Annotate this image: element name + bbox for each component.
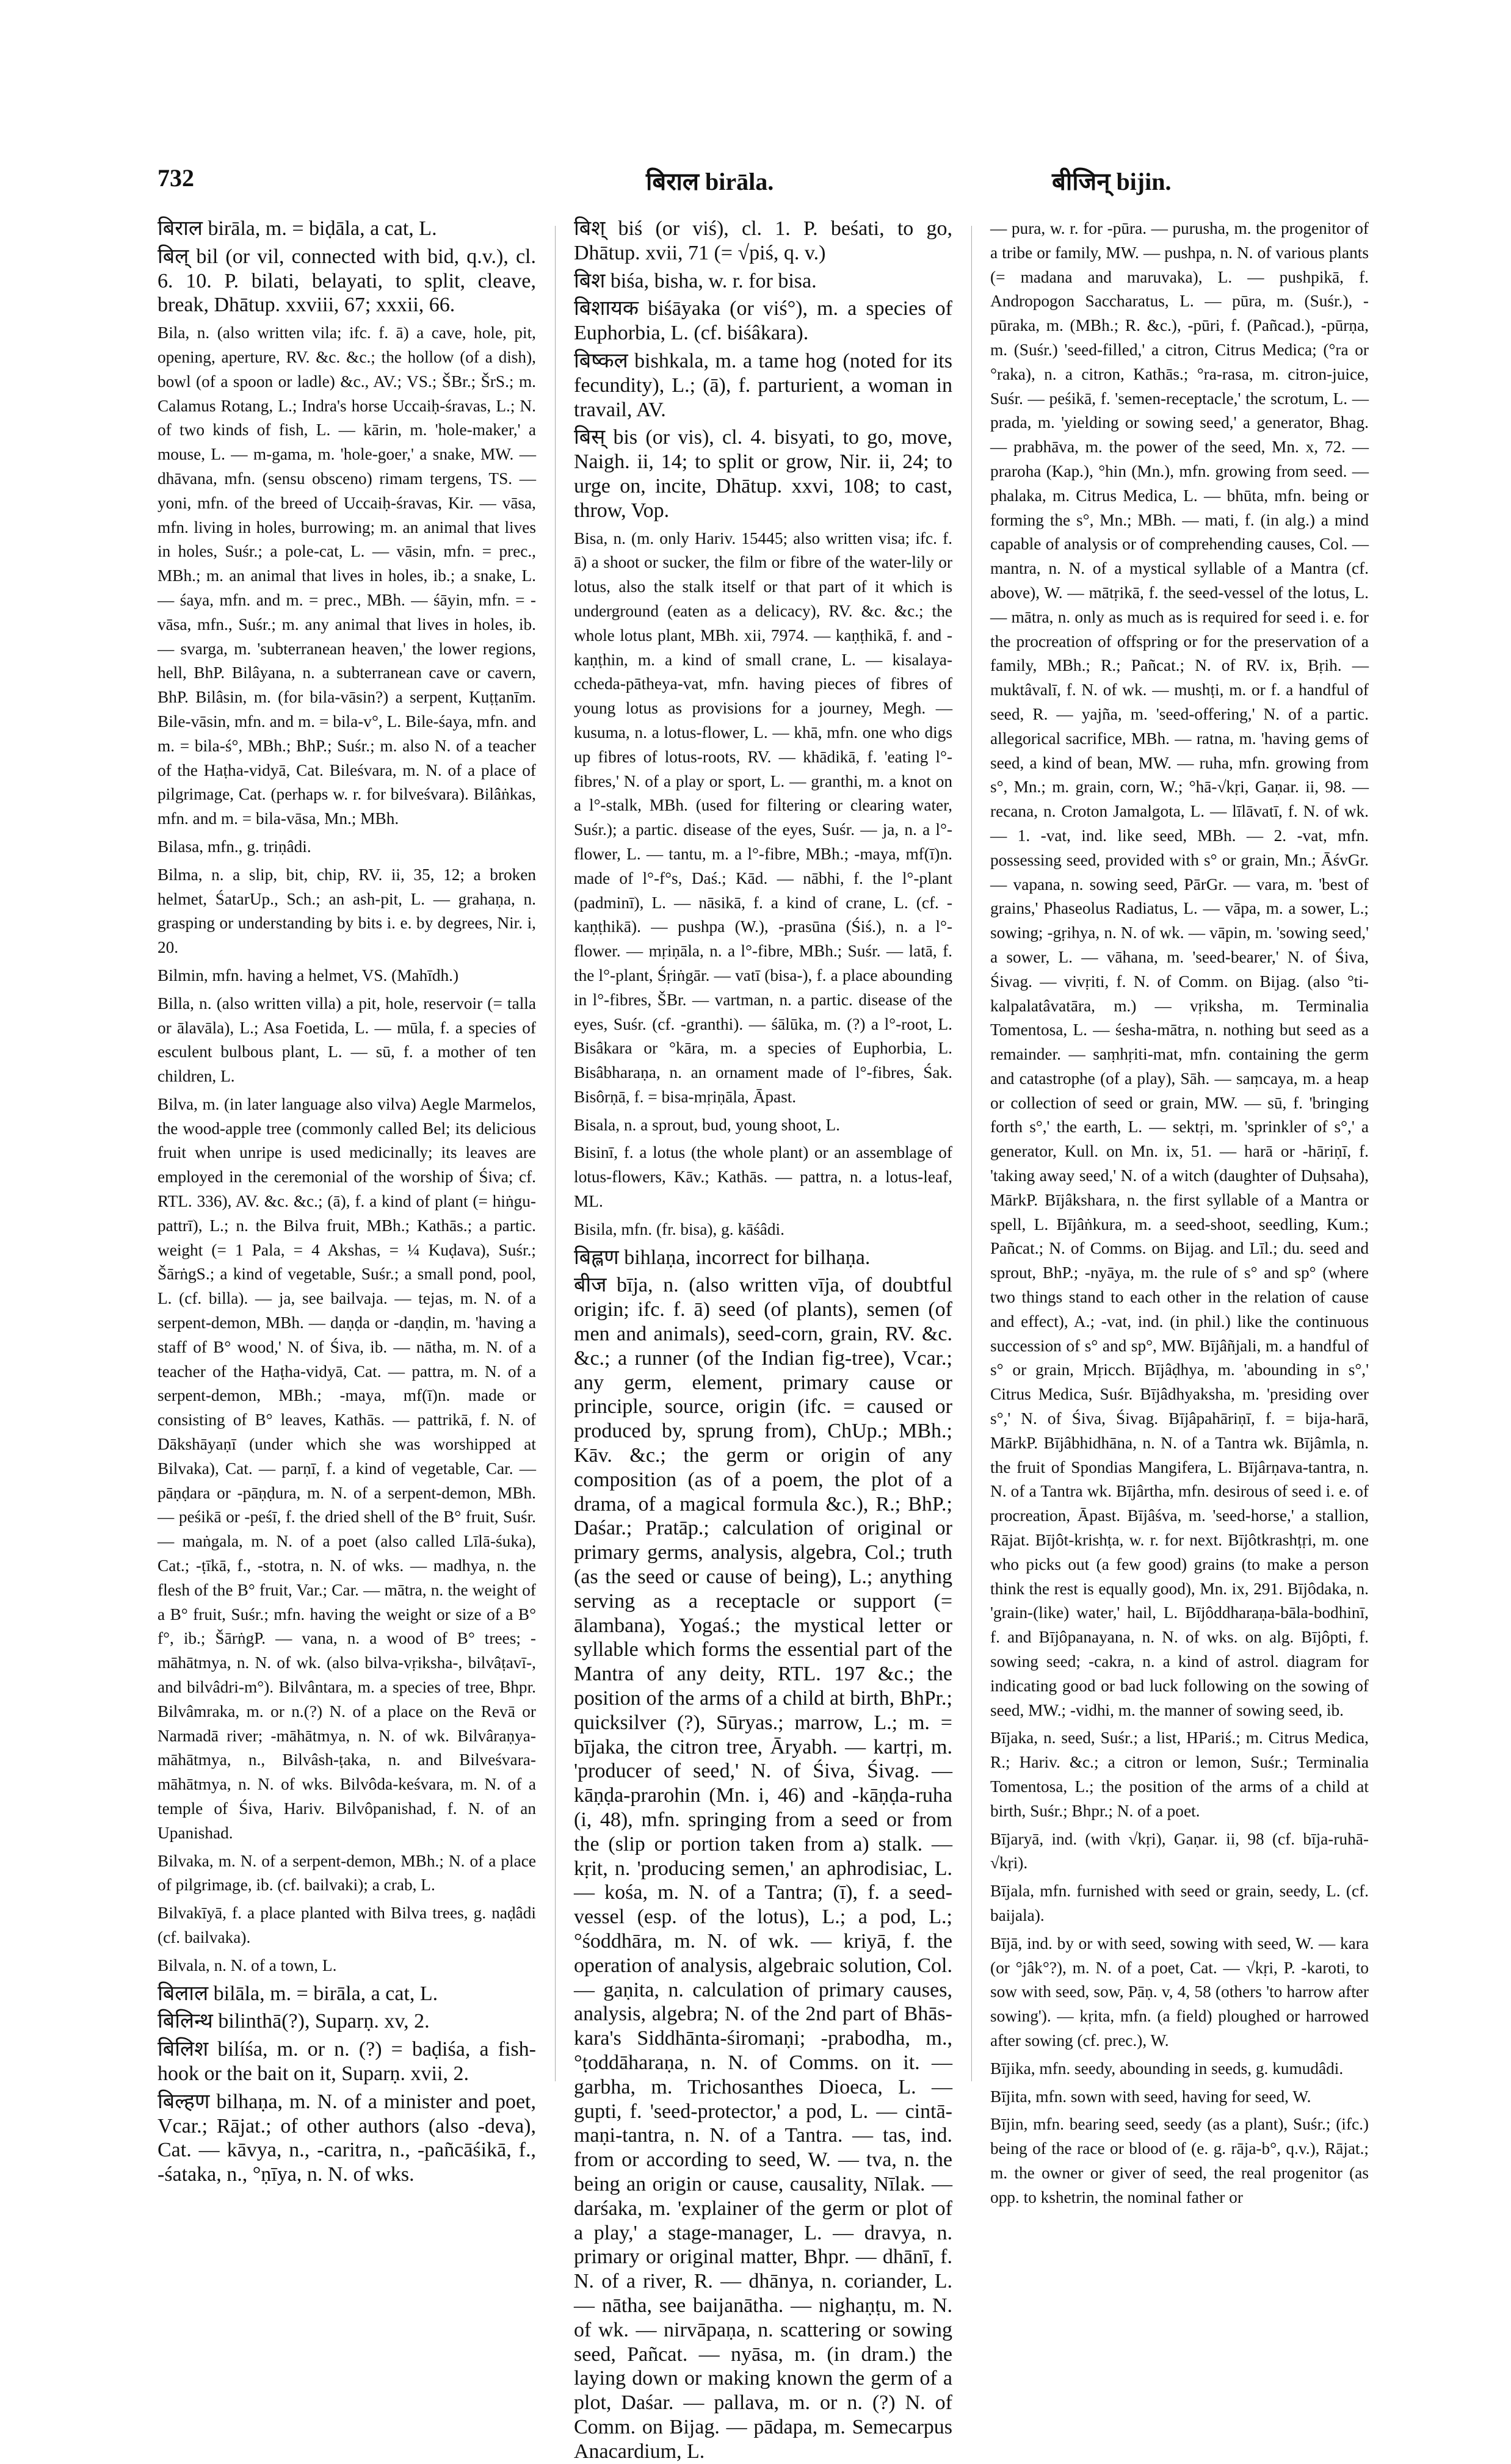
headword-entry: बिलिन्थ bilinthā(?), Suparṇ. xv, 2.	[158, 2010, 430, 2033]
sub-entry: Bījā, ind. by or with seed, sowing with seed, W. — kara (or °jâk°?), m. N. of a poet, Cat. — √kṛi, P. -karoti, to sow with seed, sow, Pāṇ. v, 4, 58 (others 'to harrow after sowing'). — kṛita, mfn. (a field) ploughed or harrowed after sowing (cf. prec.), W.	[990, 1934, 1369, 2050]
sub-entry: Bilma, n. a slip, bit, chip, RV. ii, 35, 12; a broken helmet, ŚatarUp., Sch.; an ash-pit, L. — grahaṇa, n. grasping or understanding by bits i. e. by degrees, Nir. i, 20.	[158, 865, 536, 957]
right-running-headword: बीजिन् bijin.	[1052, 168, 1172, 195]
sub-entry: Bilvakīyā, f. a place planted with Bilva trees, g. naḍâdi (cf. bailvaka).	[158, 1904, 536, 1946]
sub-entry: Bījin, mfn. bearing seed, seedy (as a plant), Suśr.; (ifc.) being of the race or blood of (e. g. rāja-b°, q.v.), Rājat.; m. the owner or giver of seed, the real progenitor (as opp. to kshetrin, the nominal father or	[990, 2115, 1369, 2206]
headword-entry: बीज bīja, n. (also written vīja, of doubtful origin; ifc. f. ā) seed (of plants), semen (of men and animals), seed-corn, grain, RV. &c. &c.; a runner (of the Indian fig-tree), Vcar.; any germ, element, primary cause or principle, source, origin (ifc. = caused or produced by, sprung from), ChUp.; MBh.; Kāv. &c.; the germ or origin of any composition (as of a poem, the plot of a drama, of a magical formula &c.), R.; BhP.; Daśar.; Pratāp.; calculation of original or primary germs, analysis, algebra, Col.; truth (as the seed or cause of being), L.; anything serving as a receptacle or support (= ālambana), Yogaś.; the mystical letter or syllable which forms the essential part of the Mantra of any deity, RTL. 197 &c.; the position of the arms of a child at birth, BhPr.; quicksilver (?), Sūryas.; marrow, L.; m. = bījaka, the citron tree, Āryabh. — kartṛi, m. 'producer of seed,' N. of Śiva, Śivag. — kāṇḍa-prarohin (Mn. i, 46) and -kāṇḍa-ruha (i, 48), mfn. springing from a seed or from the (slip or portion taken from a) stalk. — kṛit, n. 'producing semen,' an aphrodisiac, L. — kośa, m. N. of a Tantra; (ī), f. a seed-vessel (esp. of the lotus), L.; a pod, L.; °śoddhāra, m. N. of wk. — kriyā, f. the operation of analysis, algebraic solution, Col. — gaṇita, n. calculation of primary causes, analysis, algebra; N. of the 2nd part of Bhās-kara's Siddhānta-śiromaṇi; -prabodha, m., °ṭoddāharaṇa, n. N. of Comms. on it. — garbha, m. Trichosanthes Dioeca, L. — gupti, f. 'seed-protector,' a pod, L. — cintā-maṇi-tantra, n. N. of a Tantra. — tas, ind. from or according to seed, W. — tva, n. the being an origin or cause, causality, Nīlak. — darśaka, m. 'explainer of the germ or plot of a play,' a stage-manager, L. — dravya, n. primary or original matter, Bhpr. — dhānī, f. N. of a river, R. — dhānya, n. coriander, L. — nātha, see baijanātha. — nighaṇṭu, m. N. of wk. — nirvāpaṇa, n. scattering or sowing seed, Pañcat. — nyāsa, m. (in dram.) the laying down or making known the germ of a plot, Daśar. — pallava, m. or n. (?) N. of Comm. on Bijag. — pādapa, m. Semecarpus Anacardium, L.	[574, 1274, 952, 2463]
page-number: 732	[158, 164, 194, 192]
headword-entry: बिश biśa, bisha, w. r. for bisa.	[574, 269, 817, 292]
sub-entry: Bījita, mfn. sown with seed, having for seed, W.	[990, 2087, 1311, 2106]
sub-entry: Bījaryā, ind. (with √kṛi), Gaṇar. ii, 98 (cf. bīja-ruhā-√kṛi).	[990, 1829, 1369, 1873]
sub-entry: Bisa, n. (m. only Hariv. 15445; also written visa; ifc. f. ā) a shoot or sucker, the film or fibre of the water-lily or lotus, also the stalk itself or that part of it which is underground (eaten as a delicacy), RV. &c. &c.; the whole lotus plant, MBh. xii, 7974. — kaṇṭhikā, f. and -kaṇṭhin, m. a kind of small crane, L. — kisalaya-ccheda-pātheya-vat, mfn. having pieces of fibres of young lotus as provisions for a journey, Megh. — kusuma, n. a lotus-flower, L. — khā, mfn. one who digs up fibres of lotus-roots, RV. — khādikā, f. 'eating l°-fibres,' N. of a play or sport, L. — granthi, m. a knot on a l°-stalk, MBh. (used for filtering or clearing water, Suśr.); a partic. disease of the eyes, Suśr. — ja, n. a l°-flower, L. — tantu, m. a l°-fibre, MBh.; -maya, mf(ī)n. made of l°-f°s, Daś.; Kād. — nābhi, f. the l°-plant (padminī), L. — nāsikā, f. a kind of crane, L. (cf. -kaṇṭhikā). — pushpa (W.), -prasūna (Śiś.), n. a l°-flower. — mṛiṇāla, n. a l°-fibre, MBh.; Suśr. — latā, f. the l°-plant, Śṛiṅgār. — vatī (bisa-), f. a place abounding in l°-fibres, ŠBr. — vartman, n. a partic. disease of the eyes, Suśr. (cf. -granthi). — śālūka, m. (?) a l°-root, L. Bisâkara or °kāra, m. a species of Euphorbia, L. Bisâbharaṇa, n. an ornament made of l°-fibres, Śak. Bisôrṇā, f. = bisa-mṛiṇāla, Āpast.	[574, 529, 952, 1106]
sub-entry: Bisila, mfn. (fr. bisa), g. kāśâdi.	[574, 1219, 784, 1238]
headword-entry: बिश् biś (or viś), cl. 1. P. beśati, to go, Dhātup. xvii, 71 (= √piś, q. v.)	[574, 217, 952, 264]
sub-entry: Bila, n. (also written vila; ifc. f. ā) a cave, hole, pit, opening, aperture, RV. &c. &c.; the hollow (of a dish), bowl (of a spoon or ladle) &c., AV.; VS.; ŠBr.; ŠrS.; m. Calamus Rotang, L.; Indra's horse Uccaiḥ-śravas, L.; N. of two kinds of fish, L. — kārin, m. 'hole-maker,' a mouse, L. — m-gama, m. 'hole-goer,' a snake, MW. — dhāvana, mfn. (sensu obsceno) rimam tergens, TS. — yoni, mfn. of the breed of Uccaiḥ-śravas, Kir. — vāsa, mfn. living in holes, burrowing; m. an animal that lives in holes, Suśr.; a pole-cat, L. — vāsin, mfn. = prec., MBh.; m. an animal that lives in holes, ib.; a snake, L. — śaya, mfn. and m. = prec., MBh. — śāyin, mfn. = -vāsa, mfn., Suśr.; m. any animal that lives in holes, ib. — svarga, m. 'subterranean heaven,' the lower regions, hell, BhP. Bilâyana, n. a subterranean cave or cavern, BhP. Bilâsin, m. (for bila-vāsin?) a serpent, Kuṭṭanīm. Bile-vāsin, mfn. and m. = bila-v°, L. Bile-śaya, mfn. and m. = bila-ś°, MBh.; BhP.; Suśr.; m. also N. of a teacher of the Haṭha-vidyā, Cat. Bileśvara, m. N. of a place of pilgrimage, Cat. (perhaps w. r. for bilveśvara). Bilâṅkas, mfn. and m. = bila-vāsa, Mn.; MBh.	[158, 323, 536, 828]
sub-entry: Billa, n. (also written villa) a pit, hole, reservoir (= talla or ālavāla), L.; Asa Foetida, L. — mūla, f. a species of esculent bulbous plant, L. — sū, f. a mother of ten children, L.	[158, 994, 536, 1086]
sub-entry: Bilvaka, m. N. of a serpent-demon, MBh.; N. of a place of pilgrimage, ib. (cf. bailvaki); a crab, L.	[158, 1851, 536, 1895]
page-header	[158, 164, 1369, 200]
sub-entry: Bilvala, n. N. of a town, L.	[158, 1956, 337, 1974]
headword-entry: बिल् bil (or vil, connected with bid, q.v.), cl. 6. 10. P. bilati, belayati, to split, cleave, break, Dhātup. xxviii, 67; xxxii, 66.	[158, 245, 536, 317]
sub-entry: Bilasa, mfn., g. triṇâdi.	[158, 837, 311, 856]
sub-entry: Bilmin, mfn. having a helmet, VS. (Mahīdh.)	[158, 966, 459, 985]
column-1	[158, 217, 536, 2186]
headword-entry: बिशायक biśāyaka (or viś°), m. a species of Euphorbia, L. (cf. biśâkara).	[574, 297, 952, 345]
headword-entry: बिराल birāla, m. = biḍāla, a cat, L.	[158, 217, 437, 240]
headword-entry: बिलिश bilíśa, m. or n. (?) = baḍiśa, a fish-hook or the bait on it, Suparṇ. xvii, 2.	[158, 2038, 536, 2085]
sub-entry: Bisinī, f. a lotus (the whole plant) or an assemblage of lotus-flowers, Kāv.; Kathās. — pattra, n. a lotus-leaf, ML.	[574, 1143, 952, 1211]
left-running-headword: बिराल birāla.	[646, 168, 774, 195]
column-2	[574, 217, 952, 2463]
headword-entry: बिष्कल bishkala, m. a tame hog (noted for its fecundity), L.; (ā), f. parturient, a woman in travail, AV.	[574, 349, 952, 421]
column-divider	[555, 226, 556, 2081]
sub-entry: Bījaka, n. seed, Suśr.; a list, HPariś.; m. Citrus Medica, R.; Hariv. &c.; a citron or lemon, Suśr.; Terminalia Tomentosa, L.; the position of the arms of a child at birth, Suśr.; Bhpr.; N. of a poet.	[990, 1729, 1369, 1820]
column-3	[990, 217, 1369, 2206]
sub-entry: Bījala, mfn. furnished with seed or grain, seedy, L. (cf. baijala).	[990, 1882, 1369, 1924]
headword-entry: बिह्लण bihlaṇa, incorrect for bilhaṇa.	[574, 1246, 871, 1269]
sub-entry: Bilva, m. (in later language also vilva) Aegle Marmelos, the wood-apple tree (commonly called Bel; its delicious fruit when unripe is used medicinally; its leaves are employed in the ceremonial of the worship of Śiva; cf. RTL. 336), AV. &c. &c.; (ā), f. a kind of plant (= hiṅgu-pattrī), L.; n. the Bilva fruit, MBh.; Kathās.; a partic. weight (= 1 Pala, = 4 Akshas, = ¼ Kuḍava), Suśr.; ŠārṅgS.; a kind of vegetable, Suśr.; a small pond, pool, L. (cf. billa). — ja, see bailvaja. — tejas, m. N. of a serpent-demon, MBh. — daṇḍa or -daṇḍin, m. 'having a staff of B° wood,' N. of Śiva, ib. — nātha, m. N. of a teacher of the Haṭha-vidyā, Cat. — pattra, m. N. of a serpent-demon, MBh.; -maya, mf(ī)n. made or consisting of B° leaves, Kathās. — pattrikā, f. N. of Dākshāyaṇī (under which she was worshipped at Bilvaka), Cat. — parṇī, f. a kind of vegetable, Car. — pāṇḍara or -pāṇḍura, m. N. of a serpent-demon, MBh. — peśikā or -peśī, f. the dried shell of the B° fruit, Suśr. — maṅgala, m. N. of a poet (also called Līlā-śuka), Cat.; -ṭīkā, f., -stotra, n. N. of wks. — madhya, n. the flesh of the B° fruit, Var.; Car. — mātra, n. the weight of a B° fruit, Suśr.; mfn. having the weight or size of a B° f°, ib.; ŠārṅgP. — vana, n. a wood of B° trees; -māhātmya, n. N. of wk. (also bilva-vṛiksha-, bilvâṭavī-, and bilvâdri-m°). Bilvântara, m. a species of tree, Bhpr. Bilvâmraka, m. or n.(?) N. of a place on the Revā or Narmadā river; -māhātmya, n. N. of wk. Bilvâraṇya-māhātmya, n., Bilvâsh-ṭaka, n. and Bilveśvara-māhātmya, n. N. of wks. Bilvôda-keśvara, m. N. of a temple of Śiva, Hariv. Bilvôpanishad, f. N. of an Upanishad.	[158, 1094, 536, 1842]
headword-entry: बिस् bis (or vis), cl. 4. bisyati, to go, move, Naigh. ii, 14; to split or grow, Nir. ii, 24; to urge on, incite, Dhātup. xxvi, 108; to cast, throw, Vop.	[574, 426, 952, 522]
column-divider	[971, 226, 972, 2081]
sub-entry: Bījika, mfn. seedy, abounding in seeds, g. kumudâdi.	[990, 2059, 1344, 2078]
headword-entry: बिलाल bilāla, m. = birāla, a cat, L.	[158, 1982, 438, 2005]
sub-entry: Bisala, n. a sprout, bud, young shoot, L.	[574, 1115, 840, 1134]
headword-entry: बिल्हण bilhaṇa, m. N. of a minister and poet, Vcar.; Rājat.; of other authors (also -deva), Cat. — kāvya, n., -caritra, n., -pañcāśikā, f., -śataka, n., °ṇīya, n. N. of wks.	[158, 2090, 536, 2186]
sub-entry: — pura, w. r. for -pūra. — purusha, m. the progenitor of a tribe or family, MW. — pushpa, n. N. of various plants (= madana and maruvaka), L. — pushpikā, f. Andropogon Saccharatus, L. — pūra, m. (Suśr.), -pūraka, m. (MBh.; R. &c.), -pūri, f. (Pañcad.), -pūrṇa, m. (Suśr.) 'seed-filled,' a citron, Citrus Medica; (°ra or °raka), n. a citron, Kathās.; °ra-rasa, m. citron-juice, Suśr. — peśikā, f. 'semen-receptacle,' the scrotum, L. — prada, m. 'yielding or sowing seed,' a generator, Bhag. — prabhāva, m. the power of the seed, Mn. x, 72. — praroha (Kap.), °hin (Mn.), mfn. growing from seed. — phalaka, m. Citrus Medica, L. — bhūta, mfn. being or forming the s°, Mn.; MBh. — mati, f. (in alg.) a mind capable of analysis or of comprehending causes, Col. — mantra, n. N. of a mystical syllable of a Mantra (cf. above), W. — mātṛikā, f. the seed-vessel of the lotus, L. — mātra, n. only as much as is required for seed i. e. for the procreation of offspring or for the preservation of a family, MBh.; R.; Pañcat.; N. of RV. ix, Bṛih. — muktâvalī, f. N. of wk. — mushṭi, m. or f. a handful of seed, R. — yajña, m. 'seed-offering,' N. of a partic. allegorical sacrifice, MBh. — ratna, m. 'having gems of seed, a kind of bean, MW. — ruha, mfn. growing from s°, Mn.; m. grain, corn, W.; °hā-√kṛi, Gaṇar. ii, 98. — recana, n. Croton Jamalgota, L. — līlāvatī, f. N. of wk. — 1. -vat, ind. like seed, MBh. — 2. -vat, mfn. possessing seed, provided with s° or grain, Mn.; ĀśvGr. — vapana, n. sowing seed, PārGr. — vara, m. 'best of grains,' Phaseolus Radiatus, L. — vāpa, m. a sower, L.; sowing; -gṛihya, n. N. of wk. — vāpin, m. 'sowing seed,' a sower, L. — vāhana, m. 'seed-bearer,' N. of Śiva, Śivag. — vivṛiti, f. N. of Comm. on Bijag. (also °ti-kalpalatâvatāra, m.) — vṛiksha, m. Terminalia Tomentosa, L. — śesha-mātra, n. nothing but seed as a remainder. — saṃhṛiti-mat, mfn. containing the germ and catastrophe (of a play), Sāh. — saṃcaya, m. a heap or collection of seed or grain, MW. — sū, f. 'bringing forth s°,' the earth, L. — sektṛi, m. 'sprinkler of s°,' a generator, Kull. on Mn. ix, 51. — harā or -hāriṇī, f. 'taking away seed,' N. of a witch (daughter of Duḥsaha), MārkP. Bījâkshara, n. the first syllable of a Mantra or spell, L. Bījâṅkura, m. a seed-shoot, seedling, Kum.; Pañcat.; N. of Comms. on Bijag. and Līl.; du. seed and sprout, BhP.; -nyāya, m. the rule of s° and sp° (where two things stand to each other in the relation of cause and effect), A.; -vat, ind. (in phil.) like the continuous succession of s° and sp°, MW. Bījâñjali, m. a handful of s° or grain, Mṛicch. Bījâḍhya, m. 'abounding in s°,' Citrus Medica, Suśr. Bījâdhyaksha, m. 'presiding over s°,' N. of Śiva, Śivag. Bījâpahāriṇī, f. = bija-harā, MārkP. Bījâbhidhāna, n. N. of a Tantra wk. Bījâmla, n. the fruit of Spondias Mangifera, L. Bījârṇava-tantra, n. N. of a Tantra wk. Bījârtha, mfn. desirous of seed i. e. of procreation, Āpast. Bījâśva, m. 'seed-horse,' a stallion, Rājat. Bījôt-krishṭa, w. r. for next. Bījôtkrashṭṛi, m. one who picks out (a few good) grains (to make a person think the rest is equally good), Mn. ix, 291. Bījôdaka, n. 'grain-(like) water,' hail, L. Bījôddharaṇa-bāla-bodhinī, f. and Bījôpanayana, n. N. of wks. on alg. Bījôpti, f. sowing seed; -cakra, n. a kind of astrol. diagram for indicating good or bad luck following on the sowing of seed, MW.; -vidhi, m. the manner of sowing seed, ib.	[990, 219, 1369, 1719]
